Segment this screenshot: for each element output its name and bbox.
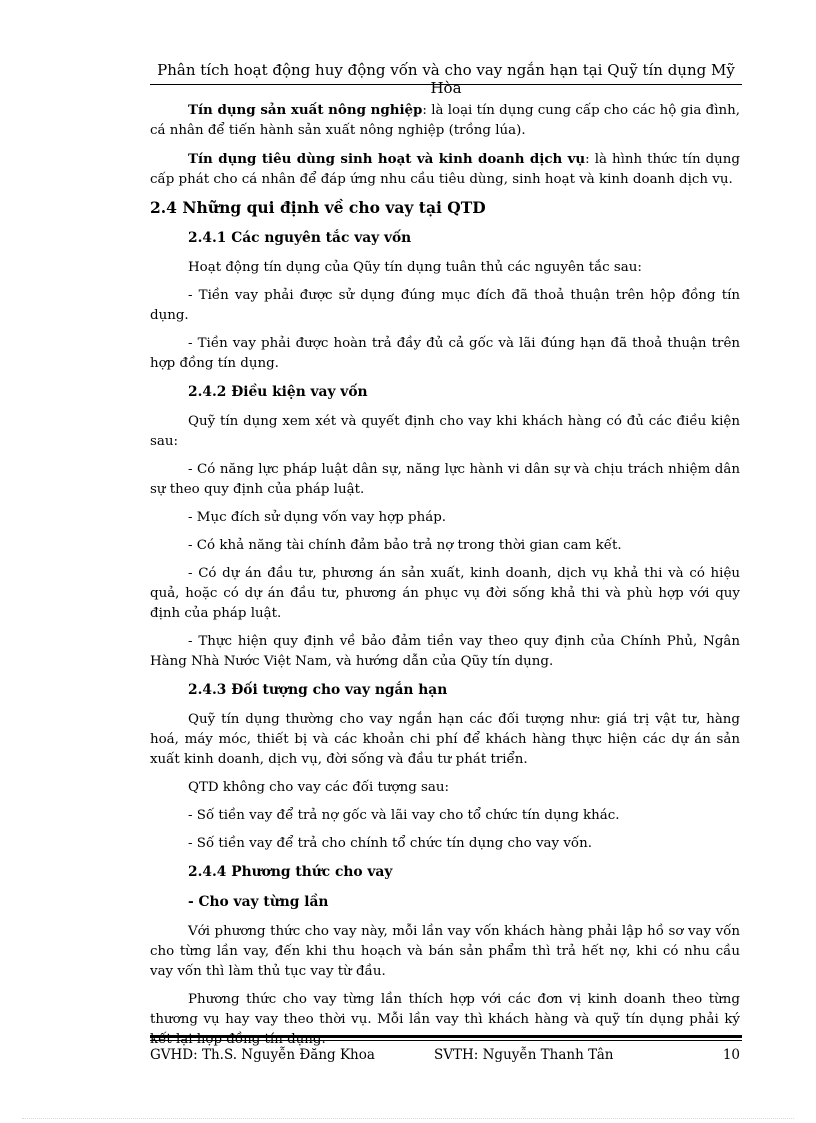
list-item: - Có khả năng tài chính đảm bảo trả nợ trong thời gian cam kết. (188, 538, 622, 553)
running-header: Phân tích hoạt động huy động vốn và cho vay ngắn hạn tại Quỹ tín dụng Mỹ Hòa (157, 61, 735, 97)
header-rule (150, 84, 742, 85)
list-item: - Số tiền vay để trả nợ gốc và lãi vay cho tổ chức tín dụng khác. (188, 808, 620, 823)
page-edge-dotted-line (22, 1118, 794, 1119)
term-consumer-credit: Tín dụng tiêu dùng sinh hoạt và kinh doanh dịch vụ (188, 151, 586, 167)
list-item: - Có năng lực pháp luật dân sự, năng lực hành vi dân sự và chịu trách nhiệm dân sự theo quy định của pháp luật. (150, 462, 740, 497)
list-item: - Tiền vay phải được sử dụng đúng mục đích đã thoả thuận trên hộp đồng tín dụng. (150, 288, 740, 323)
list-item: - Thực hiện quy định về bảo đảm tiền vay theo quy định của Chính Phủ, Ngân Hàng Nhà Nước Việt Nam, và hướng dẫn của Qũy tín dụng. (150, 634, 740, 669)
section-heading-2-4: 2.4 Những qui định về cho vay tại QTD (150, 198, 486, 217)
page-body (150, 100, 740, 1058)
paragraph: Phương thức cho vay từng lần thích hợp với các đơn vị kinh doanh theo từng thương vụ hay vay theo thời vụ. Mỗi lần vay thì khách hàng và quỹ tín dụng phải ký (150, 992, 740, 1027)
paragraph-consumer-credit (150, 149, 740, 190)
paragraph: Quỹ tín dụng xem xét và quyết định cho vay khi khách hàng có đủ các điều kiện sau: (150, 414, 740, 449)
footer-student: SVTH: Nguyễn Thanh Tân (434, 1047, 614, 1063)
term-agri-credit: Tín dụng sản xuất nông nghiệp (188, 102, 423, 118)
paragraph: QTD không cho vay các đối tượng sau: (188, 780, 450, 795)
footer-rule-thin (150, 1040, 742, 1041)
heading-2-4-3: 2.4.3 Đối tượng cho vay ngắn hạn (188, 682, 448, 698)
paragraph: Với phương thức cho vay này, mỗi lần vay vốn khách hàng phải lập hồ sơ vay vốn cho từng lần vay, đến khi thu hoạch và bán sản phẩm thì trả hết nợ, khi có nhu cầu vay vốn thì làm thủ tục vay từ đầu. (150, 924, 740, 979)
paragraph: Hoạt động tín dụng của Qũy tín dụng tuân thủ các nguyên tắc sau: (188, 260, 642, 275)
list-item: - Tiền vay phải được hoàn trả đầy đủ cả gốc và lãi đúng hạn đã thoả thuận trên hợp đồng tín dụng. (150, 336, 740, 371)
heading-2-4-2: 2.4.2 Điều kiện vay vốn (188, 384, 368, 400)
footer-supervisor: GVHD: Th.S. Nguyễn Đăng Khoa (150, 1047, 375, 1063)
subheading-single-loan: - Cho vay từng lần (188, 894, 329, 910)
paragraph-agri-credit (150, 100, 740, 141)
list-item: - Số tiền vay để trả cho chính tổ chức tín dụng cho vay vốn. (188, 836, 592, 851)
footer-rule (150, 1035, 742, 1038)
list-item: - Có dự án đầu tư, phương án sản xuất, kinh doanh, dịch vụ khả thi và có hiệu quả, hoặc có dự án đầu tư, phương án phục vụ đời sống khả thi và phù hợp với quy định của pháp luật. (150, 566, 740, 621)
page-number: 10 (722, 1047, 740, 1063)
paragraph: Quỹ tín dụng thường cho vay ngắn hạn các đối tượng như: giá trị vật tư, hàng hoá, máy móc, thiết bị và các khoản chi phí để khách hàng thực hiện các dự án sản xuất kinh doanh, dịch vụ, đời sống và đầu tư phát triển. (150, 712, 740, 767)
paragraph-text: : là loại tín dụng cung cấp cho các hộ gia đình, cá nhân để tiến hành sản xuất nông nghiệp (trồng lúa). (150, 103, 740, 138)
heading-2-4-4: 2.4.4 Phương thức cho vay (188, 864, 393, 880)
paragraph-text: : là hình thức tín dụng cấp phát cho cá nhân để đáp ứng nhu cầu tiêu dùng, sinh hoạt và kinh doanh dịch vụ. (150, 152, 741, 187)
heading-2-4-1: 2.4.1 Các nguyên tắc vay vốn (188, 230, 412, 246)
list-item: - Mục đích sử dụng vốn vay hợp pháp. (188, 510, 447, 525)
